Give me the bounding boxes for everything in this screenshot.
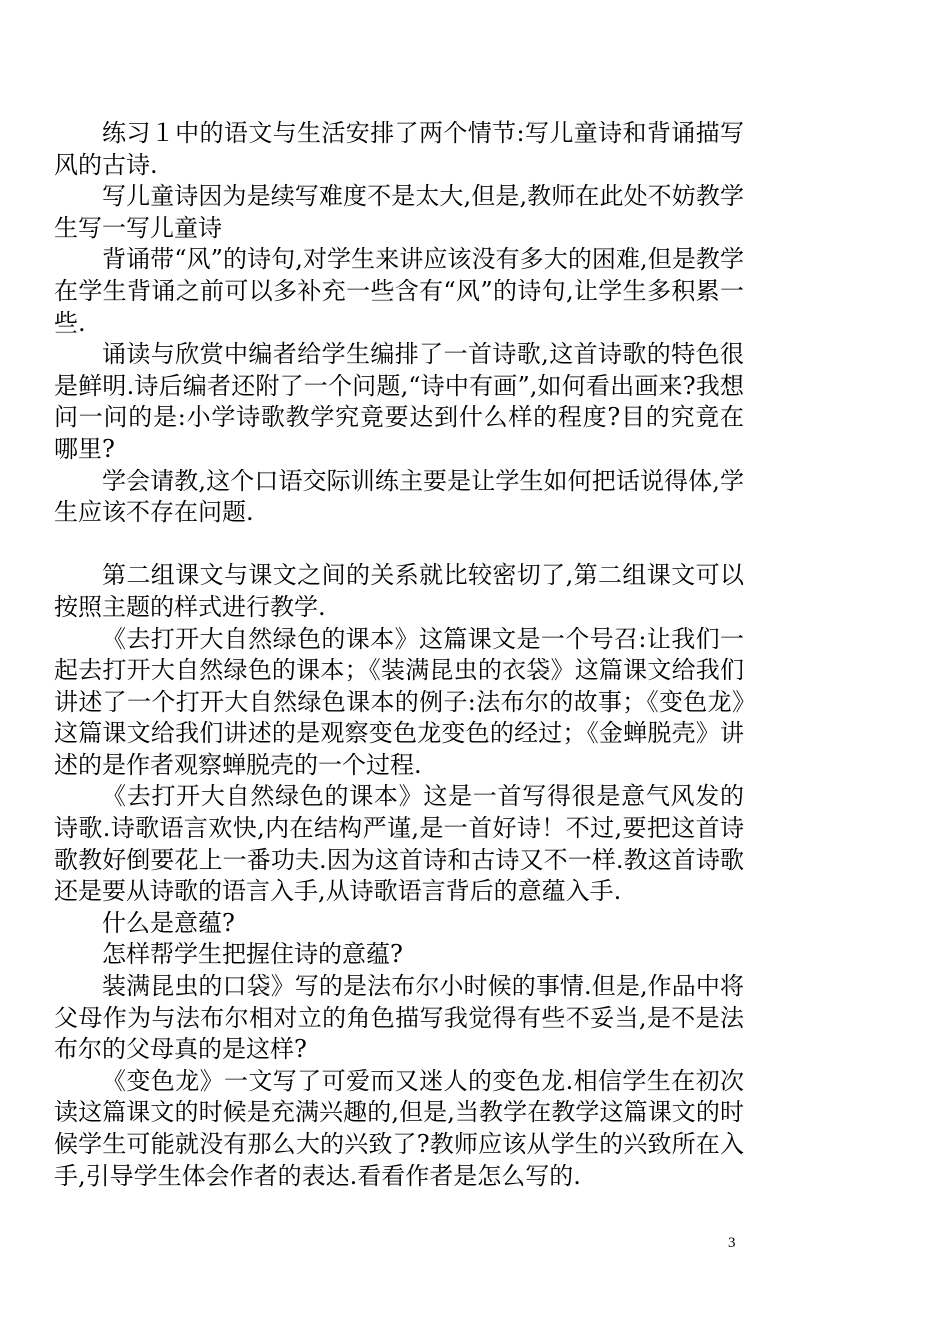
- paragraph-5: 学会请教,这个口语交际训练主要是让学生如何把话说得体,学生应该不存在问题.: [54, 466, 744, 527]
- page-number: 3: [728, 1235, 736, 1251]
- paragraph-9: 什么是意蕴?: [102, 908, 235, 937]
- paragraph-10: 怎样帮学生把握住诗的意蕴?: [102, 940, 403, 969]
- paragraph-2: 写儿童诗因为是续写难度不是太大,但是,教师在此处不妨教学生写一写儿童诗: [54, 182, 744, 242]
- blank-line: [54, 529, 744, 561]
- paragraph-4: 诵读与欣赏中编者给学生编排了一首诗歌,这首诗歌的特色很是鲜明.诗后编者还附了一个问题,“诗中有画”,如何看出画来?我想问一问的是:小学诗歌教学究竟要达到什么样的程度?目的究竟在哪里?: [54, 340, 744, 463]
- paragraph-3: 背诵带“风”的诗句,对学生来讲应该没有多大的困难,但是教学在学生背诵之前可以多补充一些含有“风”的诗句,让学生多积累一些.: [54, 245, 744, 337]
- paragraph-12: 《变色龙》一文写了可爱而又迷人的变色龙.相信学生在初次读这篇课文的时候是充满兴趣的,但是,当教学在教学这篇课文的时候学生可能就没有那么大的兴致了?教师应该从学生的兴致所在入手,引导学生体会作者的表达.看看作者是怎么写的.: [54, 1066, 744, 1190]
- paragraph-6: 第二组课文与课文之间的关系就比较密切了,第二组课文可以按照主题的样式进行教学.: [54, 561, 744, 621]
- paragraph-1: 练习１中的语文与生活安排了两个情节:写儿童诗和背诵描写风的古诗.: [54, 119, 744, 179]
- document-body: [54, 118, 744, 1192]
- paragraph-8: 《去打开大自然绿色的课本》这是一首写得很是意气风发的诗歌.诗歌语言欢快,内在结构严谨,是一首好诗！不过,要把这首诗歌教好倒要花上一番功夫.因为这首诗和古诗又不一样.教这首诗歌还是要从诗歌的语言入手,从诗歌语言背后的意蕴入手.: [54, 782, 744, 906]
- paragraph-11: 装满昆虫的口袋》写的是法布尔小时候的事情.但是,作品中将父母作为与法布尔相对立的角色描写我觉得有些不妥当,是不是法布尔的父母真的是这样?: [54, 972, 744, 1064]
- paragraph-7: 《去打开大自然绿色的课本》这篇课文是一个号召:让我们一起去打开大自然绿色的课本；《装满昆虫的衣袋》这篇课文给我们讲述了一个打开大自然绿色课本的例子:法布尔的故事；《变色龙》这篇课文给我们讲述的是观察变色龙变色的经过；《金蝉脱壳》讲述的是作者观察蝉脱壳的一个过程.: [54, 624, 744, 779]
